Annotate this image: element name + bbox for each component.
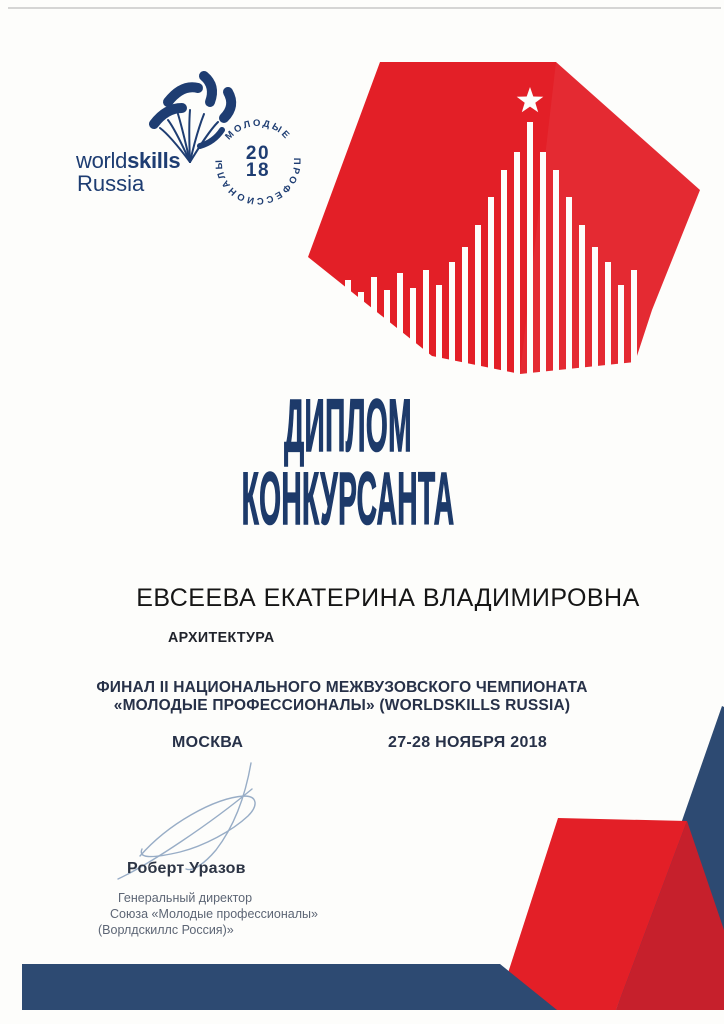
city-label: МОСКВА (172, 734, 244, 751)
signatory-role-line-3: (Ворлдскиллс Россия)» (98, 923, 234, 937)
badge-arc-top-text: МОЛОДЫЕ (223, 117, 293, 143)
year-badge (198, 102, 318, 222)
title-line-2: КОНКУРСАНТА (241, 457, 455, 540)
badge-year-top: 20 (245, 143, 271, 164)
signatory-name: Роберт Уразов (127, 860, 246, 877)
logo-russia: Russia (77, 171, 145, 196)
date-label: 27-28 НОЯБРЯ 2018 (388, 734, 548, 751)
event-line-1: ФИНАЛ II НАЦИОНАЛЬНОГО МЕЖВУЗОВСКОГО ЧЕМПИОНАТА (96, 679, 588, 696)
recipient-name: ЕВСЕЕВА ЕКАТЕРИНА ВЛАДИМИРОВНА (136, 584, 640, 612)
kremlin-tower-hexagon-icon (308, 62, 700, 378)
worldskills-wordmark (76, 150, 180, 172)
logo-word: world (76, 148, 128, 173)
title-line-1: ДИПЛОМ (284, 384, 412, 467)
diploma-title (0, 384, 710, 540)
badge-year-bottom: 18 (245, 160, 271, 181)
competence-label: АРХИТЕКТУРА (168, 629, 275, 646)
signatory-role (98, 890, 318, 938)
signatory-role-line-2: Союза «Молодые профессионалы» (110, 907, 318, 921)
signatory-role-line-1: Генеральный директор (118, 891, 253, 905)
event-title (0, 679, 704, 714)
bottom-bar (22, 964, 557, 1010)
event-line-2: «МОЛОДЫЕ ПРОФЕССИОНАЛЫ» (WORLDSKILLS RUSSIA) (113, 696, 571, 714)
logo-skills: skills (127, 148, 181, 173)
corner-graphic (22, 706, 724, 1010)
badge-arc-bottom-text: ПРОФЕССИОНАЛЫ (213, 157, 303, 207)
